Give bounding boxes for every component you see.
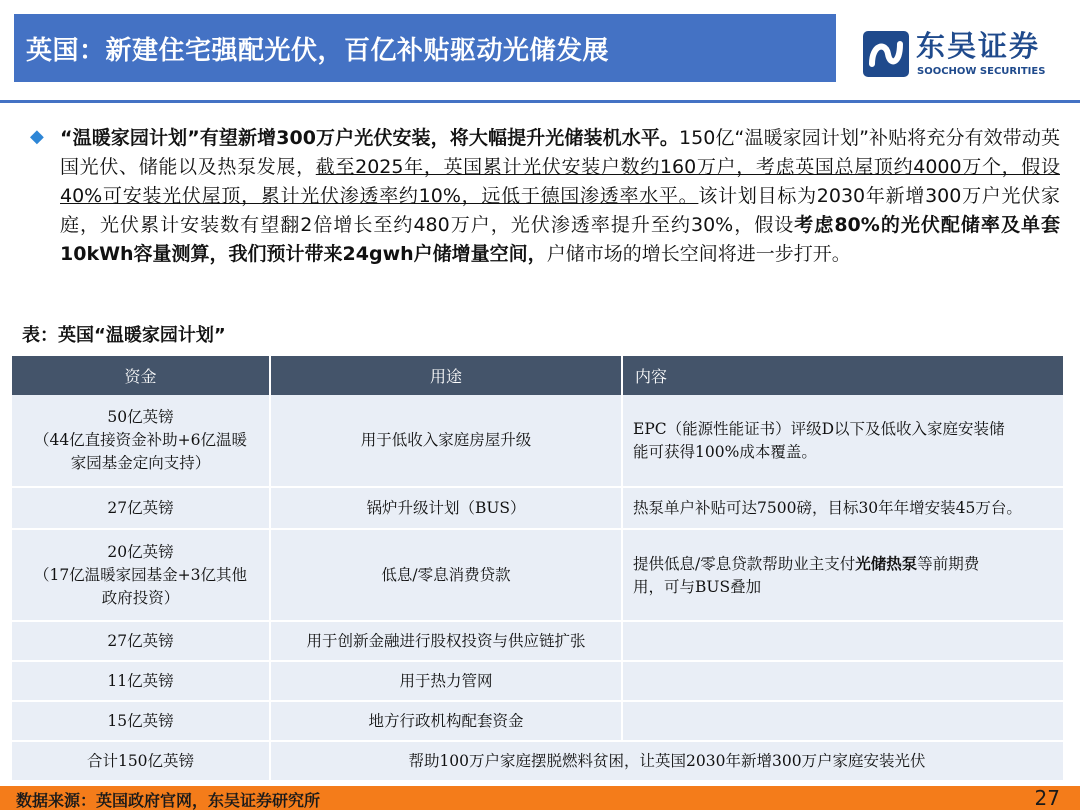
page-number: 27: [1034, 786, 1060, 810]
content-cell: 热泵单户补贴可达7500磅，目标30年年增安装45万台。: [622, 487, 1064, 529]
table-row: [12, 621, 1064, 661]
use-cell: 用于热力管网: [270, 661, 622, 701]
table-row: [12, 701, 1064, 741]
table-title: 表：英国“温暖家园计划”: [22, 325, 226, 346]
fund-cell: 27亿英镑: [12, 487, 270, 529]
fund-cell: 50亿英镑 （44亿直接资金补助+6亿温暖 家园基金定向支持）: [12, 395, 270, 487]
content-cell: [622, 621, 1064, 661]
total-fund-cell: 合计150亿英镑: [12, 741, 270, 781]
header-fund: 资金: [12, 356, 270, 395]
para-text-2: 该计划目标为2030年新增300万户光伏家庭，光伏累计安装数有望翻2倍增长至约480万户，光伏渗透率提升至约30%，假设: [60, 185, 1060, 236]
use-cell: 用于低收入家庭房屋升级: [270, 395, 622, 487]
content-cell: EPC（能源性能证书）评级D以下及低收入家庭安装储 能可获得100%成本覆盖。: [622, 395, 1064, 487]
table-header-row: [12, 356, 1064, 395]
logo-text-cn: 东吴证券: [916, 29, 1041, 63]
logo-mark-icon: [862, 30, 910, 78]
total-desc-cell: 帮助100万户家庭摆脱燃料贫困，让英国2030年新增300万户家庭安装光伏: [270, 741, 1064, 781]
logo-text-en: SOOCHOW SECURITIES: [917, 66, 1046, 77]
diamond-bullet-icon: ◆: [30, 126, 44, 147]
warm-homes-plan-table: [12, 356, 1065, 782]
page-title: 英国：新建住宅强配光伏，百亿补贴驱动光储发展: [26, 35, 610, 66]
table-total-row: [12, 741, 1064, 781]
content-cell: [622, 701, 1064, 741]
summary-paragraph: [60, 124, 1060, 269]
use-cell: 锅炉升级计划（BUS）: [270, 487, 622, 529]
header-divider: [0, 100, 1080, 103]
table-row: [12, 661, 1064, 701]
content-cell: [622, 661, 1064, 701]
para-lead: “温暖家园计划”有望新增300万户光伏安装，将大幅提升光储装机水平。: [60, 127, 680, 149]
company-logo: [862, 22, 1062, 84]
data-source: 数据来源：英国政府官网，东吴证券研究所: [16, 791, 321, 810]
table-row: [12, 395, 1064, 487]
fund-cell: 20亿英镑 （17亿温暖家园基金+3亿其他 政府投资）: [12, 529, 270, 621]
content-cell: 提供低息/零息贷款帮助业主支付光储热泵等前期费 用，可与BUS叠加: [622, 529, 1064, 621]
use-cell: 用于创新金融进行股权投资与供应链扩张: [270, 621, 622, 661]
use-cell: 地方行政机构配套资金: [270, 701, 622, 741]
para-bold-estimate: 考虑80%的光伏配储率及单套10kWh容量测算，我们预计带来24gwh户储增量空间，: [60, 214, 1060, 265]
header-use: 用途: [270, 356, 622, 395]
header-content: 内容: [622, 356, 1064, 395]
para-text-1: 150亿“温暖家园计划”补贴将充分有效带动英国光伏、储能以及热泵发展，: [60, 127, 1060, 178]
fund-cell: 15亿英镑: [12, 701, 270, 741]
fund-cell: 27亿英镑: [12, 621, 270, 661]
para-text-3: 户储市场的增长空间将进一步打开。: [546, 243, 851, 265]
para-underlined: 截至2025年，英国累计光伏安装户数约160万户，考虑英国总屋顶约4000万个，假设40%可安装光伏屋顶，累计光伏渗透率约10%，远低于德国渗透率水平。: [60, 156, 1060, 207]
fund-cell: 11亿英镑: [12, 661, 270, 701]
use-cell: 低息/零息消费贷款: [270, 529, 622, 621]
title-bar: [14, 14, 836, 82]
table-row: [12, 529, 1064, 621]
table-row: [12, 487, 1064, 529]
